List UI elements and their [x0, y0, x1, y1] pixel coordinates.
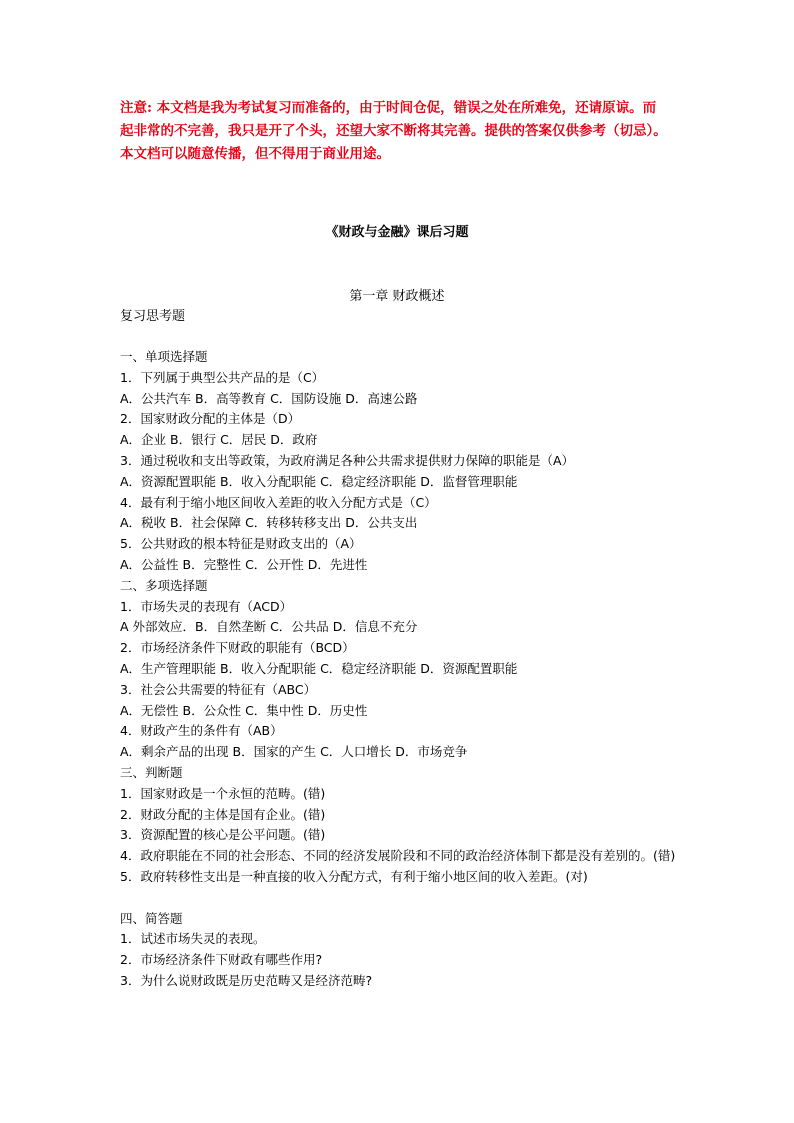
list-item: 4．政府职能在不同的社会形态、不同的经济发展阶段和不同的政治经济体制下都是没有差别的。(错): [120, 848, 676, 864]
exercise-body: [120, 347, 700, 992]
list-item: A．生产管理职能 B．收入分配职能 C．稳定经济职能 D．资源配置职能: [120, 660, 518, 676]
document-title: 《财政与金融》课后习题: [325, 225, 469, 240]
spacer: [120, 888, 700, 909]
notice-line: 起非常的不完善，我只是开了个头，还望大家不断将其完善。提供的答案仅供参考（切忌）。: [120, 123, 667, 139]
list-item: 3．通过税收和支出等政策，为政府满足各种公共需求提供财力保障的职能是（A）: [120, 452, 575, 468]
list-item: 5．政府转移性支出是一种直接的收入分配方式，有利于缩小地区间的收入差距。(对): [120, 868, 588, 884]
section-heading-judgement: 三、判断题: [120, 764, 183, 780]
list-item: A．税收 B．社会保障 C．转移转移支出 D．公共支出: [120, 515, 418, 531]
notice-block: [120, 97, 680, 166]
list-item: 3．为什么说财政既是历史范畴又是经济范畴?: [120, 972, 373, 988]
list-item: A．公益性 B．完整性 C．公开性 D．先进性: [120, 556, 368, 572]
list-item: 3．资源配置的核心是公平问题。(错): [120, 827, 326, 843]
list-item: 2．财政分配的主体是国有企业。(错): [120, 806, 326, 822]
list-item: 1．试述市场失灵的表现。: [120, 931, 266, 947]
list-item: 5．公共财政的根本特征是财政支出的（A）: [120, 536, 362, 552]
list-item: 3．社会公共需要的特征有（ABC）: [120, 681, 317, 697]
list-item: 1．下列属于典型公共产品的是（C）: [120, 369, 325, 385]
notice-line: 注意: 本文档是我为考试复习而准备的，由于时间仓促，错误之处在所难免，还请原谅。而: [120, 100, 657, 116]
list-item: 1．国家财政是一个永恒的范畴。(错): [120, 785, 326, 801]
notice-line: 本文档可以随意传播，但不得用于商业用途。: [120, 146, 390, 162]
list-item: 2．国家财政分配的主体是（D）: [120, 411, 301, 427]
section-heading-multi-choice: 二、多项选择题: [120, 577, 208, 593]
list-item: 4．最有利于缩小地区间收入差距的收入分配方式是（C）: [120, 494, 437, 510]
section-heading-short-answer: 四、简答题: [120, 910, 183, 926]
chapter-title: 第一章 财政概述: [349, 289, 445, 304]
list-item: A．剩余产品的出现 B．国家的产生 C．人口增长 D．市场竞争: [120, 744, 468, 760]
list-item: 1．市场失灵的表现有（ACD）: [120, 598, 293, 614]
list-item: A 外部效应．B．自然垄断 C．公共品 D．信息不充分: [120, 619, 418, 635]
list-item: 2．市场经济条件下财政的职能有（BCD）: [120, 640, 355, 656]
review-title: 复习思考题: [120, 309, 186, 324]
list-item: A．资源配置职能 B．收入分配职能 C．稳定经济职能 D．监督管理职能: [120, 473, 518, 489]
list-item: A．企业 B．银行 C．居民 D．政府: [120, 432, 318, 448]
list-item: 2．市场经济条件下财政有哪些作用?: [120, 952, 323, 968]
list-item: A．无偿性 B．公众性 C．集中性 D．历史性: [120, 702, 368, 718]
section-heading-single-choice: 一、单项选择题: [120, 349, 208, 364]
list-item: 4．财政产生的条件有（AB）: [120, 723, 283, 739]
list-item: A．公共汽车 B．高等教育 C．国防设施 D．高速公路: [120, 390, 418, 406]
